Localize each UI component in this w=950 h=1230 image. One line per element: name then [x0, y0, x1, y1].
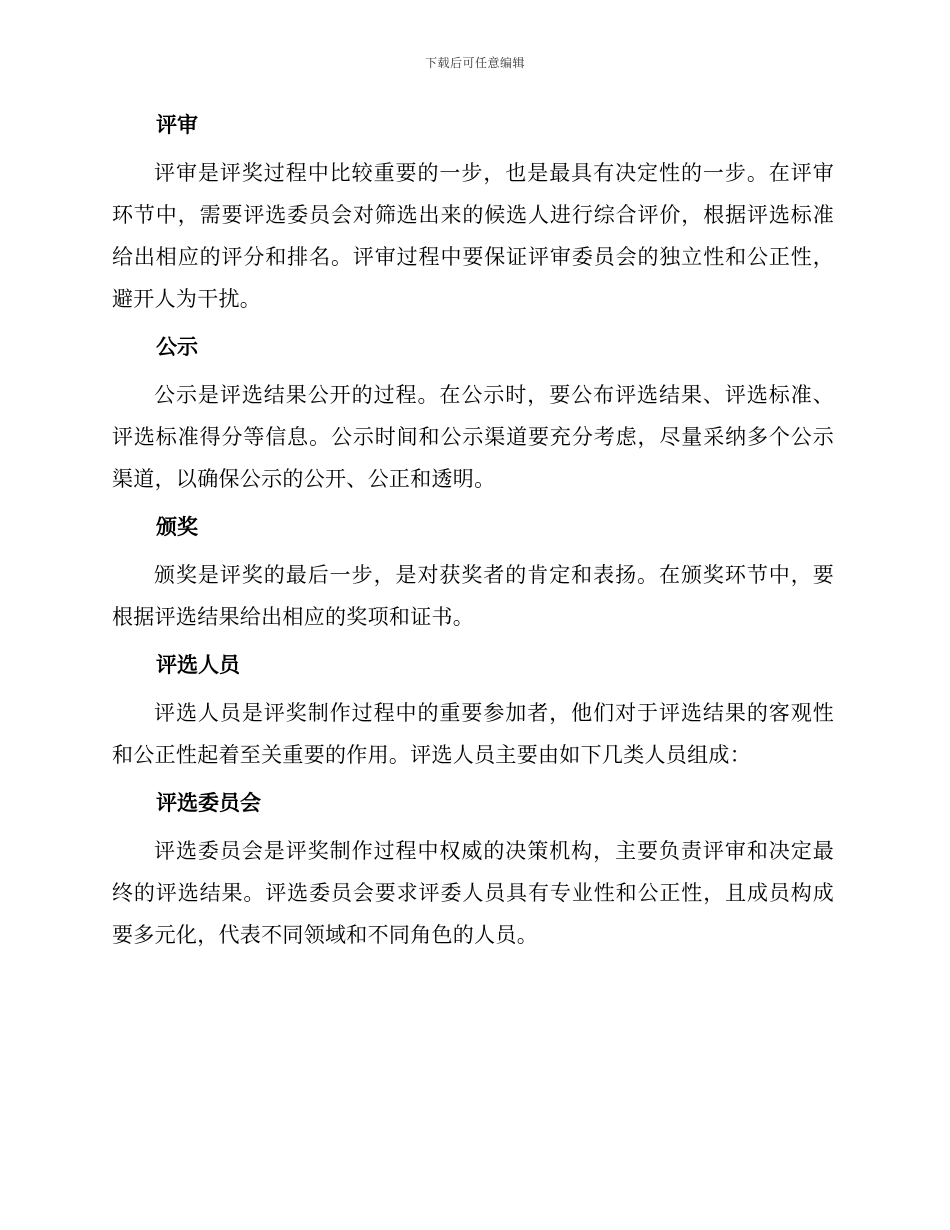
- section-heading: 公示: [156, 335, 198, 359]
- section-judges: [112, 650, 834, 776]
- document-body: [112, 110, 834, 968]
- page-header-note: 下载后可任意编辑: [424, 56, 525, 70]
- section-paragraph: 评选人员是评奖制作过程中的重要参加者，他们对于评选结果的客观性和公正性起着至关重要的作用。评选人员主要由如下几类人员组成：: [112, 701, 834, 767]
- section-review: [112, 110, 834, 320]
- section-heading: 评选人员: [156, 653, 240, 677]
- section-paragraph: 颁奖是评奖的最后一步，是对获奖者的肯定和表扬。在颁奖环节中，要根据评选结果给出相应的奖项和证书。: [112, 563, 834, 629]
- section-paragraph: 评审是评奖过程中比较重要的一步，也是最具有决定性的一步。在评审环节中，需要评选委员会对筛选出来的候选人进行综合评价，根据评选标准给出相应的评分和排名。评审过程中要保证评审委员会的独立性和公正性，避开人为干扰。: [112, 161, 834, 311]
- section-heading: 颁奖: [156, 515, 198, 539]
- section-publicity: [112, 332, 834, 500]
- section-paragraph: 公示是评选结果公开的过程。在公示时，要公布评选结果、评选标准、评选标准得分等信息。公示时间和公示渠道要充分考虑，尽量采纳多个公示渠道，以确保公示的公开、公正和透明。: [112, 383, 834, 491]
- section-paragraph: 评选委员会是评奖制作过程中权威的决策机构，主要负责评审和决定最终的评选结果。评选委员会要求评委人员具有专业性和公正性，且成员构成要多元化，代表不同领域和不同角色的人员。: [112, 839, 834, 947]
- section-award: [112, 512, 834, 638]
- section-heading: 评审: [156, 113, 198, 137]
- section-heading: 评选委员会: [156, 791, 261, 815]
- section-committee: [112, 788, 834, 956]
